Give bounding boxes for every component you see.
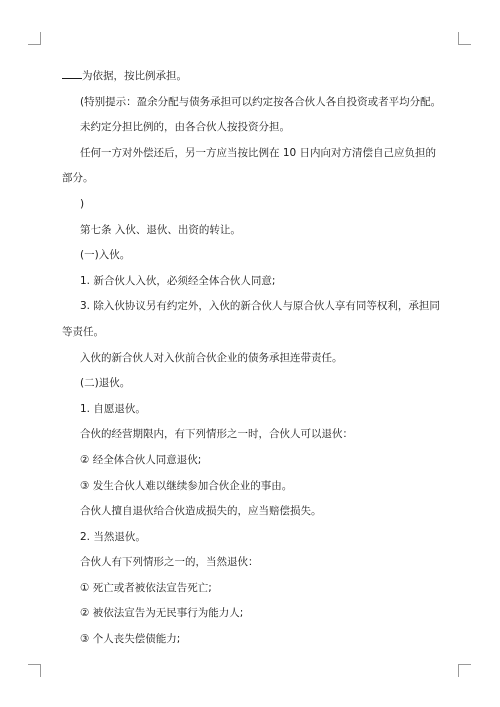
paragraph-line: 任何一方对外偿还后，另一方应当按比例在 10 日内向对方清偿自己应负担的部分。 [62, 146, 437, 185]
special-note-line: (特别提示：盈余分配与债务承担可以约定按各合伙人各自投资或者平均分配。 [80, 95, 442, 108]
paragraph-line [62, 64, 442, 90]
paragraph-text: 为依据，按比例承担。 [82, 70, 187, 82]
list-item: ③ 个人丧失偿债能力; [80, 633, 181, 646]
article-heading: 第七条 入伙、退伙、出资的转让。 [80, 223, 241, 236]
section-heading: (二)退伙。 [80, 377, 131, 390]
list-item: 3. 除入伙协议另有约定外，入伙的新合伙人与原合伙人享有同等权利，承担同等责任。 [62, 300, 440, 338]
section-heading: (一)入伙。 [80, 249, 131, 262]
document-body [62, 64, 442, 653]
crop-mark-top-left [28, 32, 41, 45]
list-item: ③ 发生合伙人难以继续参加合伙企业的事由。 [80, 479, 293, 492]
paragraph-line: 未约定分担比例的，由各合伙人按投资分担。 [80, 121, 290, 134]
paragraph-line: ) [80, 197, 85, 210]
list-item: 1. 自愿退伙。 [80, 402, 146, 415]
paragraph-line: 入伙的新合伙人对入伙前合伙企业的债务承担连带责任。 [80, 351, 343, 364]
list-item: ② 经全体合伙人同意退伙; [80, 453, 202, 466]
crop-mark-bottom-left [28, 664, 41, 677]
list-item: 1. 新合伙人入伙，必须经全体合伙人同意; [80, 274, 276, 287]
list-item: ① 死亡或者被依法宣告死亡; [80, 581, 212, 594]
paragraph-line: 合伙的经营期限内，有下列情形之一时，合伙人可以退伙： [80, 428, 353, 441]
fill-in-blank [62, 69, 82, 79]
paragraph-line: 合伙人擅自退伙给合伙造成损失的，应当赔偿损失。 [80, 505, 322, 518]
crop-mark-bottom-right [458, 664, 471, 677]
crop-mark-top-right [458, 32, 471, 45]
list-item: ② 被依法宣告为无民事行为能力人; [80, 607, 244, 620]
paragraph-line: 合伙人有下列情形之一的，当然退伙： [80, 556, 259, 569]
list-item: 2. 当然退伙。 [80, 530, 146, 543]
